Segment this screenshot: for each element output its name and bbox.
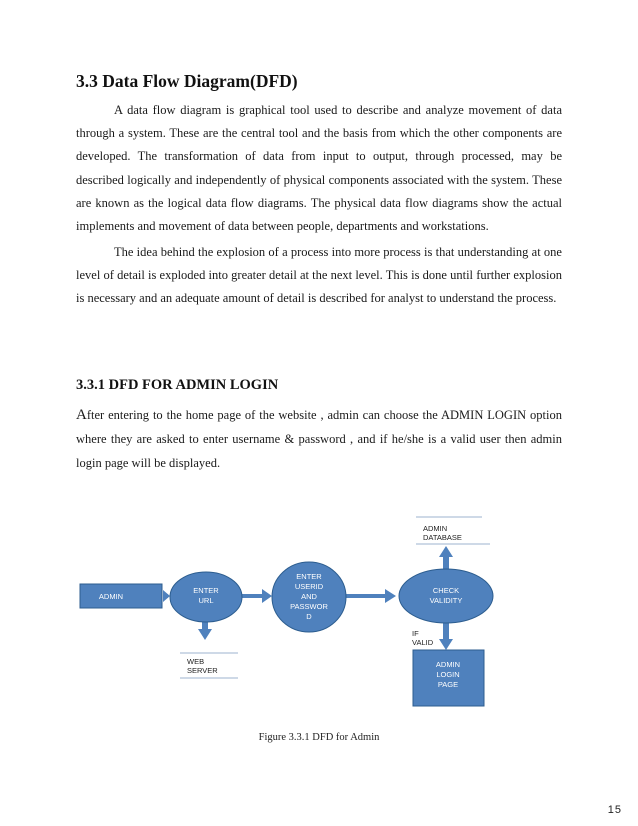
admin-login-page-label-3: PAGE: [437, 680, 459, 689]
check-validity-label-1: CHECK: [432, 586, 460, 595]
admin-login-page-label-2: LOGIN: [436, 670, 460, 679]
check-validity-label-2: VALIDITY: [429, 596, 463, 605]
flow-loginpage-arrowhead: [439, 639, 453, 650]
section-paragraph-1: A data flow diagram is graphical tool used to describe and analyze movement of data through a system. These are the central tool and the basis from which the other components are developed. The transformation of data from input to output, through processed, may be described logically and independently of physical components associated with the system. These are known as the logical data flow diagrams. The physical data flow diagrams show the actual implements and movement of data between people, departments and workstations.: [76, 103, 562, 234]
flow-webserver-arrowhead: [198, 629, 212, 640]
section-heading: 3.3 Data Flow Diagram(DFD): [76, 71, 298, 91]
enter-userid-label-5: D: [306, 612, 312, 621]
enter-url-label-1: ENTER: [193, 586, 219, 595]
if-valid-label-2: VALID: [412, 638, 434, 647]
admin-database-label-2: DATABASE: [423, 533, 462, 542]
subsection-paragraph-text: fter entering to the home page of the website , admin can choose the ADMIN LOGIN option where they are asked to enter username & password , and if he/she is a valid user then admin login page will be displayed.: [76, 408, 562, 470]
admin-entity-label: ADMIN: [98, 592, 124, 601]
flow-admin-arrowhead: [163, 590, 170, 602]
enter-userid-label-2: USERID: [294, 582, 324, 591]
admin-login-page-label-1: ADMIN: [435, 660, 461, 669]
flow-url-arrowhead: [262, 589, 272, 603]
enter-url-label-2: URL: [198, 596, 214, 605]
flow-userid-arrowhead: [385, 589, 396, 603]
dropcap-letter: A: [76, 407, 87, 423]
figure-caption: Figure 3.3.1 DFD for Admin: [258, 732, 380, 743]
page-number: 15: [607, 804, 622, 816]
admin-database-label-1: ADMIN: [423, 524, 448, 533]
web-server-label-2: SERVER: [187, 666, 218, 675]
enter-userid-label-4: PASSWOR: [290, 602, 328, 611]
if-valid-label-1: IF: [412, 629, 419, 638]
web-server-store: [180, 653, 238, 678]
web-server-label-1: WEB: [187, 657, 205, 666]
flow-database-arrowhead: [439, 546, 453, 557]
subsection-heading: 3.3.1 DFD FOR ADMIN LOGIN: [76, 377, 279, 393]
section-paragraph-2: The idea behind the explosion of a process into more process is that understanding at one level of detail is exploded into greater detail at the next level. This is done until further explosion is necessary and an adequate amount of detail is described for analyst to understand the process.: [76, 245, 562, 306]
enter-userid-label-1: ENTER: [296, 572, 322, 581]
admin-database-store: [416, 517, 490, 544]
enter-userid-label-3: AND: [301, 592, 317, 601]
